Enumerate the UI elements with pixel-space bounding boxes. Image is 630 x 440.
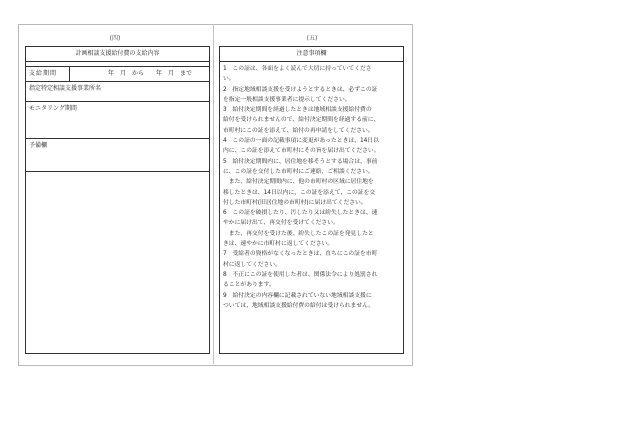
- page-number-four: (四): [109, 35, 121, 42]
- note-line: 給付を受けられませんので、給付決定期間を経過する前に、: [223, 117, 380, 124]
- notes-title: 注意事項欄: [220, 47, 403, 62]
- reserve-label: 予備欄: [29, 142, 48, 149]
- note-line: ついては、地域相談支援給付費の給付は受けられません。: [223, 302, 375, 309]
- monitoring-period-label: モニタリング期間: [29, 105, 77, 112]
- note-line: 移したときは、14日以内に、この証を添えて、この証を交: [223, 189, 376, 196]
- office-name-label: 指定特定相談支援事業所名: [29, 85, 102, 92]
- note-line: 2 指定地域相談支援を受けようとするときは、必ずこの証: [223, 86, 378, 93]
- reserve-field: [26, 139, 209, 172]
- note-line: 9 給付決定の内容欄に記載されていない地域相談支援に: [223, 292, 372, 299]
- payment-period-row: [26, 67, 209, 82]
- note-line: 7 受給者の資格がなくなったときは、直ちにこの証を市町: [223, 251, 378, 258]
- note-line: 1 この証は、各面をよく読んで大切に持っていてくださ: [223, 66, 372, 72]
- note-line: 6 この証を破損したり、汚したり又は紛失したときは、速: [223, 210, 378, 217]
- benefit-details-title: 計画相談支援給付費の支給内容: [26, 47, 209, 62]
- fold-line: [213, 24, 214, 364]
- note-line: 内に、この証を添えて市町村にその旨を届け出てください。: [223, 148, 380, 155]
- note-line: に、この証を交付した市町村にご連絡、ご相談ください。: [223, 168, 374, 175]
- note-line: 5 給付決定期間内に、居住地を移そうとする場合は、事前: [223, 158, 378, 165]
- benefit-details-table: [25, 46, 210, 354]
- note-line: 付した市町村(旧居住地の市町村)に届け出てください。: [223, 199, 367, 206]
- monitoring-period-field: [26, 102, 209, 139]
- note-line: ることがあります。: [223, 282, 275, 289]
- notes-list: [220, 62, 403, 311]
- office-name-field: [26, 82, 209, 102]
- note-line: い。: [223, 76, 235, 83]
- note-line: きは、速やかに市町村に返してください。: [223, 241, 334, 248]
- payment-period-value: 年 月 から 年 月 まで: [108, 70, 193, 77]
- note-line: やかに届け出て、再交付を受けてください。: [223, 220, 339, 227]
- note-line: 市町村にこの証を添えて、給付の再申請をしてください。: [223, 127, 374, 134]
- notes-box: [219, 46, 404, 354]
- note-line: また、給付決定期間内に、他の市町村の区域に居住地を: [223, 179, 374, 186]
- note-line: 8 不正にこの証を使用した者は、関係法令により処罰され: [223, 271, 378, 278]
- page-number-five: (五): [306, 35, 318, 42]
- note-line: 村に返してください。: [223, 261, 281, 268]
- note-line: を指定一般相談支援事業者に提示してください。: [223, 96, 351, 103]
- note-line: また、再交付を受けた後、紛失したこの証を発見したと: [223, 230, 374, 237]
- note-line: 4 この証の一面の記載事項に変更があったときは、14日以: [223, 138, 379, 145]
- payment-period-label: 支給期間: [26, 67, 70, 81]
- note-line: 3 給付決定期間を経過したときは地域相談支援給付費の: [223, 107, 372, 114]
